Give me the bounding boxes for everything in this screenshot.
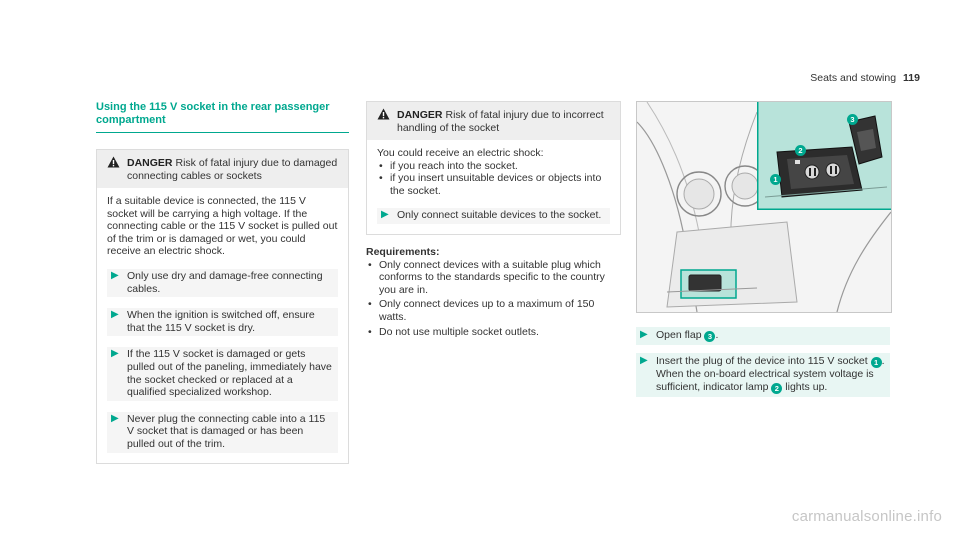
instruction-step [377,208,610,224]
step-text: If the 115 V socket is damaged or gets pulled out of the paneling, immediately have the socket checked or replaced at a qualified specialized workshop. [127,348,332,399]
danger-text: Risk of fatal injury due to incorrect handling of the socket [397,109,604,134]
warning-triangle-icon [377,108,390,120]
requirement-item: • Do not use multiple socket outlets. [368,325,539,338]
column-1 [96,101,349,464]
bullet-item: • if you insert unsuitable devices or objects into the socket. [379,172,602,197]
callout-2: 2 [795,145,806,156]
instruction-step: ▶ Open flap 3 . [636,327,890,345]
column-3 [636,101,890,405]
ref-num: 3 [704,331,715,342]
callout-1: 1 [770,174,781,185]
danger-body: If a suitable device is connected, the 115 V socket will be carrying a high voltage. If the connecting cable or the 115 V socket is pulled out of the trim or is damaged or wet, you could receive an electric shock. [107,195,338,258]
danger-label: DANGER [397,109,443,121]
instruction-step [107,347,338,400]
danger-box-1 [96,149,349,464]
ref-num: 2 [771,383,782,394]
column-2 [366,101,621,338]
arrow-icon: ▶ [111,412,119,424]
step-text: Only connect suitable devices to the socket. [397,209,602,222]
requirements-list [366,259,621,339]
danger-bullets [367,160,620,198]
danger-header [367,102,620,140]
running-header [810,72,920,84]
instruction-step [107,308,338,336]
requirements-label: Requirements: [366,245,440,258]
danger-box-2 [366,101,621,235]
callout-3: 3 [847,114,858,125]
step-text: Only use dry and damage-free connecting cables. [127,269,323,295]
step-text: Never plug the connecting cable into a 115 V socket that is damaged or has been pulled out of the trim. [127,412,326,450]
requirement-item: • Only connect devices up to a maximum of 150 watts. [368,298,595,323]
arrow-icon: ▶ [111,269,119,281]
danger-header [97,150,348,188]
danger-body: You could receive an electric shock: [377,147,544,159]
instruction-step [107,412,338,453]
socket-illustration [636,101,892,313]
operation-steps [636,327,890,397]
page-number: 119 [903,72,920,84]
instruction-step: ▶ Insert the plug of the device into 115 V socket 1 . When the on-board electrical system voltage is sufficient, indicator lamp 2 lights up. [636,353,890,397]
step-text: When the ignition is switched off, ensure that the 115 V socket is dry. [127,309,315,334]
arrow-icon: ▶ [640,329,648,340]
instruction-step [107,269,338,297]
arrow-icon: ▶ [111,348,119,360]
requirement-item: • Only connect devices with a suitable plug which conforms to the standards specific to the country you are in. [368,258,605,296]
warning-triangle-icon [107,156,120,168]
section-title: Using the 115 V socket in the rear passenger compartment [96,101,349,133]
bullet-item: • if you reach into the socket. [379,159,518,172]
rear-console-illustration [637,102,891,312]
danger-label: DANGER [127,157,173,169]
section-name: Seats and stowing [810,72,897,84]
ref-num: 1 [871,357,882,368]
arrow-icon: ▶ [381,209,389,221]
watermark: carmanualsonline.info [791,508,942,525]
arrow-icon: ▶ [111,309,119,321]
danger-text: Risk of fatal injury due to damaged connecting cables or sockets [127,157,338,182]
arrow-icon: ▶ [640,355,648,366]
